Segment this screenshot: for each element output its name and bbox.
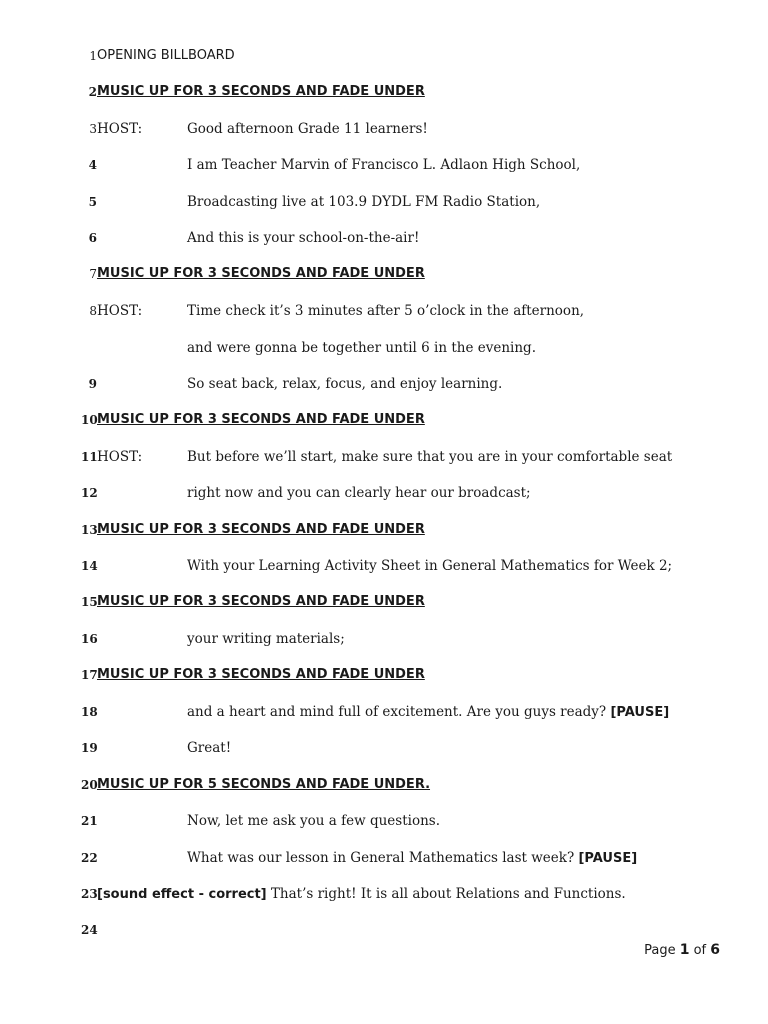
dialogue-words: and a heart and mind full of excitement. Are you guys ready? [187,704,611,720]
dialogue-text: and were gonna be together until 6 in the evening. [187,340,536,356]
music-direction: MUSIC UP FOR 3 SECONDS AND FADE UNDER [97,667,425,682]
script-line-continuation [0,336,768,360]
line-number: 6 [88,231,97,245]
line-number: 16 [81,632,98,646]
line-number: 19 [81,741,98,755]
script-line-2 [0,80,768,104]
dialogue-text [97,882,626,907]
script-line-20 [0,773,768,797]
line-number: 11 [81,450,98,464]
dialogue-text: Time check it’s 3 minutes after 5 o’clock in the afternoon, [187,303,585,319]
dialogue-text: With your Learning Activity Sheet in General Mathematics for Week 2; [187,558,673,574]
line-number: 22 [81,851,98,865]
line-number: 5 [88,195,97,209]
music-direction: MUSIC UP FOR 3 SECONDS AND FADE UNDER [97,522,425,537]
line-number: 21 [81,814,98,828]
dialogue-words: What was our lesson in General Mathematics last week? [187,850,579,866]
script-line-13 [0,518,768,542]
page-label: Page [644,943,680,958]
dialogue-text: your writing materials; [187,631,345,647]
script-line-19 [0,736,768,760]
music-direction: MUSIC UP FOR 3 SECONDS AND FADE UNDER [97,412,425,427]
script-line-23 [0,882,768,906]
dialogue-words: That’s right! It is all about Relations and Functions. [266,886,626,902]
pause-cue: [PAUSE] [578,851,638,866]
line-number: 20 [81,778,98,792]
dialogue-text: Great! [187,740,232,756]
line-number: 15 [81,595,98,609]
script-line-3 [0,117,768,141]
music-direction: MUSIC UP FOR 3 SECONDS AND FADE UNDER [97,266,425,281]
script-line-14 [0,554,768,578]
script-line-21 [0,809,768,833]
dialogue-text [187,846,637,871]
dialogue-text: I am Teacher Marvin of Francisco L. Adlaon High School, [187,157,581,173]
script-line-7 [0,262,768,286]
script-line-18 [0,700,768,724]
line-number: 2 [88,85,97,99]
dialogue-text: And this is your school-on-the-air! [187,230,420,246]
line-number: 18 [81,705,98,719]
line-number: 14 [81,559,98,573]
line-number: 3 [89,122,97,136]
script-line-8 [0,299,768,323]
sound-effect-cue: [sound effect - correct] [97,887,267,902]
pause-cue: [PAUSE] [610,705,670,720]
total-page-count: 6 [710,942,720,958]
line-number: 10 [81,413,98,427]
dialogue-text: Now, let me ask you a few questions. [187,813,440,829]
line-number: 12 [81,486,98,500]
music-direction: MUSIC UP FOR 3 SECONDS AND FADE UNDER [97,84,425,99]
line-number: 13 [81,523,98,537]
page-footer [644,940,720,961]
line-number: 17 [81,668,98,682]
line-number: 4 [88,158,97,172]
script-line-9 [0,372,768,396]
music-direction: MUSIC UP FOR 5 SECONDS AND FADE UNDER. [97,777,431,792]
script-line-15 [0,590,768,614]
script-line-11 [0,445,768,469]
line-number: 9 [88,377,97,391]
current-page-number: 1 [679,942,690,958]
script-line-22 [0,846,768,870]
script-line-16 [0,627,768,651]
script-line-24 [0,918,768,942]
speaker-label: HOST: [97,303,143,319]
script-line-1 [0,44,768,68]
of-label: of [689,943,711,958]
dialogue-text [187,700,669,725]
speaker-label: HOST: [97,449,143,465]
line-number: 7 [89,267,97,281]
dialogue-text: right now and you can clearly hear our broadcast; [187,485,531,501]
segment-heading: OPENING BILLBOARD [97,48,235,63]
line-number: 23 [81,887,98,901]
script-line-4 [0,153,768,177]
script-line-5 [0,190,768,214]
script-line-17 [0,663,768,687]
dialogue-text: Broadcasting live at 103.9 DYDL FM Radio Station, [187,194,541,210]
dialogue-text: But before we’ll start, make sure that you are in your comfortable seat [187,449,673,465]
speaker-label: HOST: [97,121,143,137]
script-line-6 [0,226,768,250]
dialogue-text: Good afternoon Grade 11 learners! [187,121,428,137]
line-number: 1 [89,49,97,63]
line-number: 24 [81,923,98,937]
script-line-12 [0,481,768,505]
dialogue-text: So seat back, relax, focus, and enjoy learning. [187,376,503,392]
script-line-10 [0,408,768,432]
music-direction: MUSIC UP FOR 3 SECONDS AND FADE UNDER [97,594,425,609]
line-number: 8 [89,304,97,318]
